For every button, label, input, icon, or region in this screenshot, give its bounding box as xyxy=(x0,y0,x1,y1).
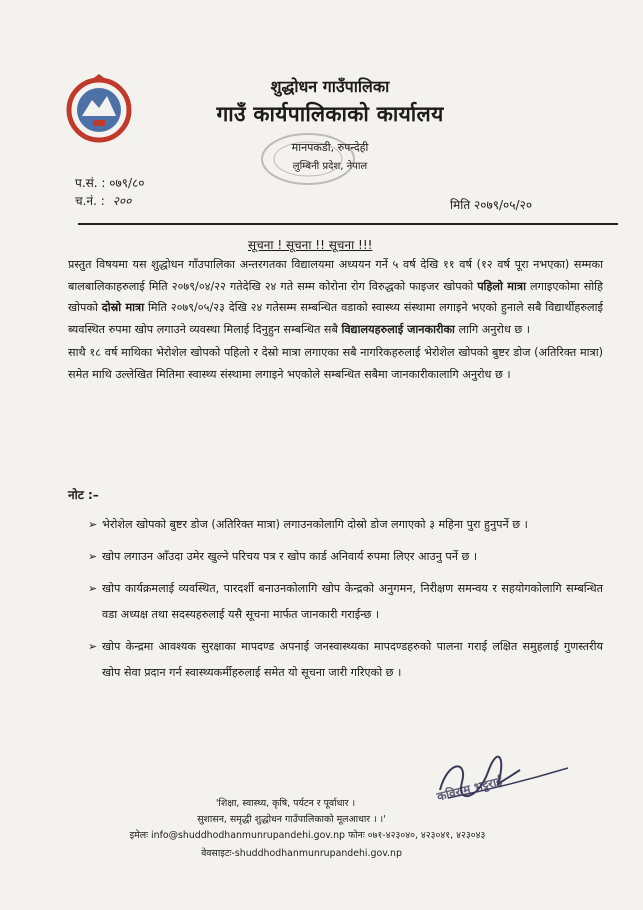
arrow-bullet-icon: ➢ xyxy=(88,640,98,653)
page-title: गाउँ कार्यपालिकाको कार्यालय xyxy=(216,102,444,126)
faint-stamp-icon xyxy=(258,130,358,188)
list-item: ➢ खोप केन्द्रमा आवश्यक सुरक्षाका मापदण्ड अपनाई जनस्वास्थ्यका मापदण्डहरुको पालना गराई लक्षित समुहलाई गुणस्तरीय खोप सेवा प्रदान गर्न स्वास्थ्यकर्मीहरुलाई समेत यो सूचना जारी गरिएको छ । xyxy=(88,634,603,686)
list-item: ➢ खोप कार्यक्रमलाई व्यवस्थित, पारदर्शी बनाउनकोलागि खोप केन्द्रको अनुगमन, निरीक्षण समन्वय र सहयोगकोलागि सम्बन्धित वडा अध्यक्ष तथा सदस्यहरुलाई यसै सूचना मार्फत जानकारी गराईन्छ । xyxy=(88,576,603,628)
header-divider xyxy=(78,223,618,225)
notes-list xyxy=(88,512,603,686)
nepal-emblem-icon xyxy=(62,70,136,144)
note-label: नोट :– xyxy=(68,488,99,502)
ref-chalani-value: २०० xyxy=(112,194,132,208)
office-address: मानपकडी, रुपन्देही xyxy=(291,141,369,154)
office-province: लुम्बिनी प्रदेश, नेपाल xyxy=(292,161,368,172)
letter-date: मिति २०७९/०५/२० xyxy=(450,198,533,212)
signatory-name: कविराम भट्टराई xyxy=(435,774,504,804)
body-paragraph-1: प्रस्तुत विषयमा यस शुद्धोधन गाँउपालिका अन्तरगतका विद्यालयमा अध्ययन गर्ने ५ वर्ष देखि ११ वर्ष (१२ वर्ष पूरा नभएका) सम्मका बालबालिकाहरुलाई मिति २०७९/०४/२२ गतेदेखि २४ गते सम्म कोरोना रोग विरुद्धको फाइजर खोपको पहिलो मात्रा लगाइएकोमा सोहि खोपको दोस्रो मात्रा मिति २०७९/०५/२३ देखि २४ गतेसम्म सम्बन्धित वडाको स्वास्थ्य संस्थामा लगाइने भएको हुनाले सबै विद्यार्थीहरुलाई ब्यवस्थित रुपमा खोप लगाउने व्यवस्था मिलाई दिनुहुन सम्बन्धित सबै विद्यालयहरुलाई जानकारीका लागि अनुरोध छ । xyxy=(68,258,603,336)
list-item: ➢ भेरोशेल खोपको बुष्टर डोज (अतिरिक्त मात्रा) लगाउनकोलागि दोस्रो डोज लगाएको ३ महिना पुरा हुनुपर्ने छ । xyxy=(88,512,603,538)
footer-website: वेवसाइटः-shuddhodhanmunrupandehi.gov.np xyxy=(201,848,402,859)
arrow-bullet-icon: ➢ xyxy=(88,550,98,563)
footer-motto-line-1: 'शिक्षा, स्वास्थ्य, कृषि, पर्यटन र पूर्वाधार । xyxy=(215,798,356,809)
letter-body xyxy=(68,254,603,386)
footer-contact: इमेलः info@shuddhodhanmunrupandehi.gov.np फोनः ०७१-४२३०४०, ४२३०४१, ४२३०४३ xyxy=(129,830,486,841)
body-paragraph-2: साथै १८ वर्ष माथिका भेरोशेल खोपको पहिलो र देस्रो मात्रा लगाएका सबै नागरिकहरुलाई भेरोशेल खोपको बुष्टर डोज (अतिरिक्त मात्रा) समेत माथि उल्लेखित मितिमा स्वास्थ्य संस्थामा लगाइने भएकोले सम्बन्धित सबैमा जानकारीकालागि अनुरोध छ । xyxy=(68,346,603,381)
arrow-bullet-icon: ➢ xyxy=(88,582,98,595)
arrow-bullet-icon: ➢ xyxy=(88,518,98,531)
office-name: शुद्धोधन गाउँपालिका xyxy=(270,77,390,96)
list-item: ➢ खोप लगाउन आँउदा उमेर खुल्ने परिचय पत्र र खोप कार्ड अनिवार्य रुपमा लिएर आउनु पर्ने छ । xyxy=(88,544,603,570)
footer-motto-line-2: सुशासन, समृद्धी शुद्धोधन गाउँपालिकाको मूलआधार । ।' xyxy=(197,814,386,825)
ref-patra-sankhya: प.सं. : ०७९/८० xyxy=(75,176,145,190)
ref-chalani-label: च.नं. : xyxy=(75,194,105,208)
notice-title: सूचना ! सूचना !! सूचना !!! xyxy=(248,238,373,252)
ref-chalani-number xyxy=(75,192,131,209)
